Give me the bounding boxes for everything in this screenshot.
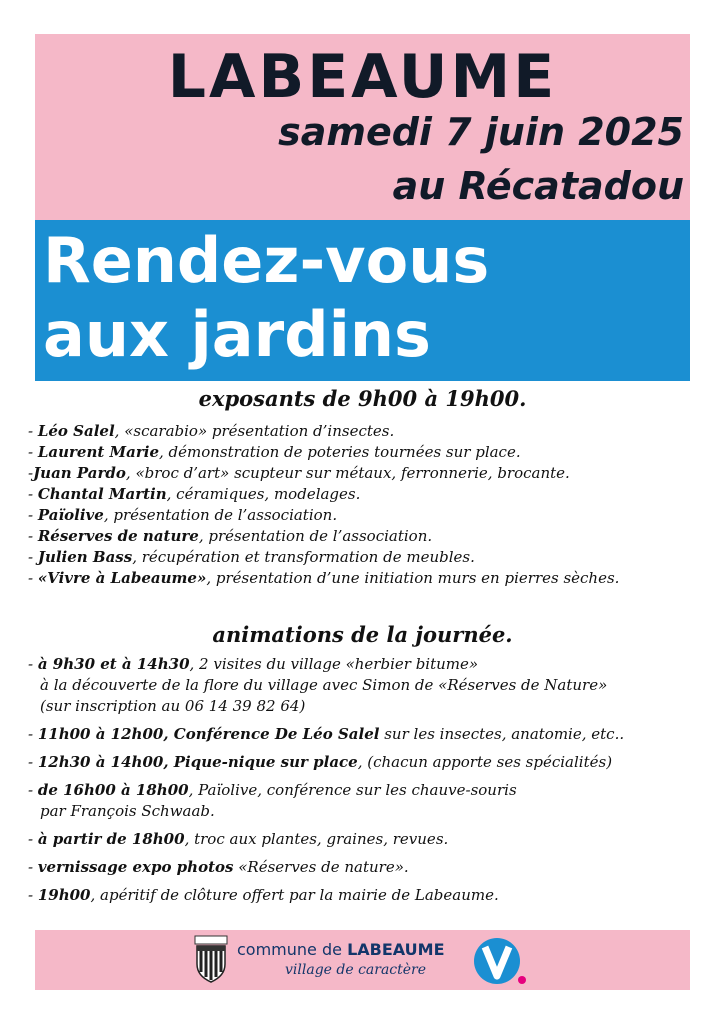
commune-name: commune de LABEAUME (237, 940, 445, 959)
exhibitor-name: Léo Salel (37, 422, 115, 440)
activity-description: , troc aux plantes, graines, revues. (184, 830, 449, 848)
exhibitor-item (28, 463, 619, 484)
list-dash: - (28, 464, 34, 482)
activity-highlight: à partir de 18h00 (37, 830, 185, 848)
activity-description: , apéritif de clôture offert par la mairie de Labeaume. (90, 886, 499, 904)
activity-highlight: de 16h00 à 18h00 (37, 781, 189, 799)
list-dash: - (28, 655, 38, 673)
exhibitor-name: Juan Pardo (33, 464, 126, 482)
activity-highlight: 19h00 (37, 886, 91, 904)
activity-item (28, 724, 624, 745)
activities-title: animations de la journée. (212, 622, 513, 647)
exhibitor-description: , présentation d’une initiation murs en pierres sèches. (206, 569, 620, 587)
exhibitor-description: , récupération et transformation de meubles. (132, 548, 475, 566)
exhibitor-description: , démonstration de poteries tournées sur place. (159, 443, 521, 461)
list-dash: - (28, 886, 38, 904)
activity-item (28, 654, 624, 717)
activity-item (28, 780, 624, 822)
headline-line-1: Rendez-vous (43, 224, 490, 297)
exhibitor-name: Julien Bass (37, 548, 133, 566)
exhibitor-item (28, 442, 619, 463)
exhibitor-description: , «broc d’art» scupteur sur métaux, ferronnerie, brocante. (125, 464, 570, 482)
headline-line-2: aux jardins (43, 298, 431, 371)
activity-item (28, 857, 624, 878)
village-de-caractere-logo-icon (473, 936, 529, 986)
activity-description: , Païolive, conférence sur les chauve-souris (188, 781, 517, 799)
town-title: LABEAUME (167, 42, 558, 112)
activity-detail-line: à la découverte de la flore du village avec Simon de «Réserves de Nature» (40, 676, 608, 694)
exhibitor-name: Païolive (37, 506, 104, 524)
event-place: au Récatadou (392, 164, 684, 208)
exhibitor-item (28, 421, 619, 442)
activity-highlight: à 9h30 et à 14h30 (37, 655, 190, 673)
exhibitor-item (28, 526, 619, 547)
header-band (35, 34, 690, 220)
activity-highlight: 12h30 à 14h00, Pique-nique sur place (37, 753, 358, 771)
list-dash: - (28, 725, 38, 743)
commune-crest-icon (193, 934, 229, 984)
activity-highlight: vernissage expo photos (37, 858, 234, 876)
exhibitor-description: , présentation de l’association. (103, 506, 338, 524)
activity-description: , 2 visites du village «herbier bitume» (189, 655, 479, 673)
activity-list (28, 654, 624, 913)
activity-item (28, 829, 624, 850)
activity-item (28, 752, 624, 773)
activity-description: sur les insectes, anatomie, etc.. (379, 725, 625, 743)
footer-band (35, 930, 690, 990)
list-dash: - (28, 443, 38, 461)
activity-description: , (chacun apporte ses spécialités) (357, 753, 613, 771)
event-date: samedi 7 juin 2025 (278, 110, 684, 154)
list-dash: - (28, 548, 38, 566)
list-dash: - (28, 422, 38, 440)
exhibitor-description: , «scarabio» présentation d’insectes. (114, 422, 395, 440)
list-dash: - (28, 858, 38, 876)
exhibitor-name: «Vivre à Labeaume» (37, 569, 207, 587)
exhibitor-name: Chantal Martin (37, 485, 167, 503)
exhibitor-name: Laurent Marie (37, 443, 159, 461)
exhibitors-title: exposants de 9h00 à 19h00. (198, 386, 527, 411)
list-dash: - (28, 830, 38, 848)
exhibitor-item (28, 547, 619, 568)
exhibitor-name: Réserves de nature (37, 527, 199, 545)
activity-detail-line: par François Schwaab. (40, 802, 215, 820)
activity-description: «Réserves de nature». (233, 858, 409, 876)
exhibitor-description: , présentation de l’association. (198, 527, 433, 545)
list-dash: - (28, 781, 38, 799)
list-dash: - (28, 506, 38, 524)
list-dash: - (28, 485, 38, 503)
headline-band (35, 220, 690, 381)
list-dash: - (28, 753, 38, 771)
list-dash: - (28, 527, 38, 545)
headline (43, 224, 489, 372)
exhibitor-description: , céramiques, modelages. (166, 485, 361, 503)
exhibitor-item (28, 484, 619, 505)
activity-highlight: 11h00 à 12h00, Conférence De Léo Salel (37, 725, 380, 743)
commune-tagline: village de caractère (285, 962, 427, 978)
list-dash: - (28, 569, 38, 587)
exhibitor-item (28, 568, 619, 589)
activity-detail-line: (sur inscription au 06 14 39 82 64) (40, 697, 306, 715)
activity-item (28, 885, 624, 906)
exhibitor-list (28, 421, 619, 589)
exhibitor-item (28, 505, 619, 526)
poster (28, 34, 690, 990)
